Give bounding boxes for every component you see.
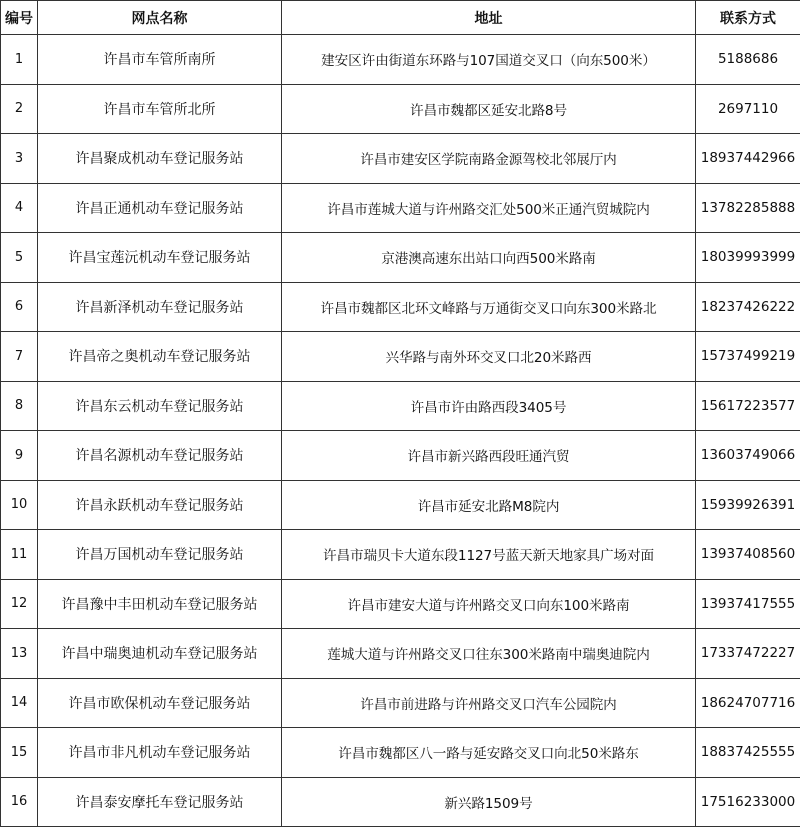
table-row — [1, 35, 800, 85]
station-contact: 15737499219 — [696, 332, 800, 382]
station-address: 许昌市瑞贝卡大道东段1127号蓝天新天地家具广场对面 — [282, 530, 696, 580]
station-contact: 13603749066 — [696, 431, 800, 481]
header-address: 地址 — [282, 1, 696, 35]
station-contact: 5188686 — [696, 35, 800, 85]
station-name: 许昌泰安摩托车登记服务站 — [38, 777, 282, 827]
header-name: 网点名称 — [38, 1, 282, 35]
table-row — [1, 183, 800, 233]
row-number: 3 — [1, 134, 38, 184]
station-name: 许昌帝之奥机动车登记服务站 — [38, 332, 282, 382]
station-contact: 18039993999 — [696, 233, 800, 283]
station-name: 许昌市非凡机动车登记服务站 — [38, 728, 282, 778]
station-name: 许昌豫中丰田机动车登记服务站 — [38, 579, 282, 629]
station-name: 许昌宝莲沅机动车登记服务站 — [38, 233, 282, 283]
station-address: 兴华路与南外环交叉口北20米路西 — [282, 332, 696, 382]
station-address: 许昌市延安北路M8院内 — [282, 480, 696, 530]
row-number: 11 — [1, 530, 38, 580]
row-number: 13 — [1, 629, 38, 679]
station-contact: 15617223577 — [696, 381, 800, 431]
row-number: 14 — [1, 678, 38, 728]
row-number: 7 — [1, 332, 38, 382]
table-row — [1, 777, 800, 827]
table-row — [1, 84, 800, 134]
station-contact: 15939926391 — [696, 480, 800, 530]
station-name: 许昌万国机动车登记服务站 — [38, 530, 282, 580]
table-body — [1, 35, 800, 827]
row-number: 6 — [1, 282, 38, 332]
table-row — [1, 579, 800, 629]
station-address: 许昌市魏都区延安北路8号 — [282, 84, 696, 134]
table-header — [1, 1, 800, 35]
station-contact: 13937408560 — [696, 530, 800, 580]
table-row — [1, 381, 800, 431]
table-row — [1, 233, 800, 283]
station-address: 许昌市建安区学院南路金源驾校北邻展厅内 — [282, 134, 696, 184]
row-number: 4 — [1, 183, 38, 233]
row-number: 12 — [1, 579, 38, 629]
table-row — [1, 332, 800, 382]
row-number: 2 — [1, 84, 38, 134]
station-name: 许昌东云机动车登记服务站 — [38, 381, 282, 431]
station-contact: 18624707716 — [696, 678, 800, 728]
station-name: 许昌正通机动车登记服务站 — [38, 183, 282, 233]
station-contact: 13782285888 — [696, 183, 800, 233]
station-contact: 13937417555 — [696, 579, 800, 629]
station-name: 许昌市车管所南所 — [38, 35, 282, 85]
station-name: 许昌市欧保机动车登记服务站 — [38, 678, 282, 728]
station-address: 许昌市建安大道与许州路交叉口向东100米路南 — [282, 579, 696, 629]
station-address: 京港澳高速东出站口向西500米路南 — [282, 233, 696, 283]
station-address: 许昌市许由路西段3405号 — [282, 381, 696, 431]
station-address: 许昌市新兴路西段旺通汽贸 — [282, 431, 696, 481]
station-contact: 17516233000 — [696, 777, 800, 827]
station-name: 许昌新泽机动车登记服务站 — [38, 282, 282, 332]
station-name: 许昌市车管所北所 — [38, 84, 282, 134]
station-address: 莲城大道与许州路交叉口往东300米路南中瑞奥迪院内 — [282, 629, 696, 679]
table-row — [1, 431, 800, 481]
header-contact: 联系方式 — [696, 1, 800, 35]
header-row — [1, 1, 800, 35]
station-address: 建安区许由街道东环路与107国道交叉口（向东500米） — [282, 35, 696, 85]
row-number: 8 — [1, 381, 38, 431]
row-number: 16 — [1, 777, 38, 827]
station-contact: 18837425555 — [696, 728, 800, 778]
station-address: 许昌市莲城大道与许州路交汇处500米正通汽贸城院内 — [282, 183, 696, 233]
station-address: 新兴路1509号 — [282, 777, 696, 827]
table-row — [1, 678, 800, 728]
station-contact: 18937442966 — [696, 134, 800, 184]
table-row — [1, 282, 800, 332]
station-address: 许昌市魏都区八一路与延安路交叉口向北50米路东 — [282, 728, 696, 778]
row-number: 1 — [1, 35, 38, 85]
station-name: 许昌永跃机动车登记服务站 — [38, 480, 282, 530]
station-name: 许昌中瑞奥迪机动车登记服务站 — [38, 629, 282, 679]
station-address: 许昌市魏都区北环文峰路与万通街交叉口向东300米路北 — [282, 282, 696, 332]
row-number: 10 — [1, 480, 38, 530]
row-number: 9 — [1, 431, 38, 481]
header-num: 编号 — [1, 1, 38, 35]
row-number: 5 — [1, 233, 38, 283]
station-contact: 2697110 — [696, 84, 800, 134]
station-contact: 18237426222 — [696, 282, 800, 332]
station-address: 许昌市前进路与许州路交叉口汽车公园院内 — [282, 678, 696, 728]
table-row — [1, 530, 800, 580]
table-row — [1, 134, 800, 184]
table-row — [1, 728, 800, 778]
row-number: 15 — [1, 728, 38, 778]
station-name: 许昌聚成机动车登记服务站 — [38, 134, 282, 184]
table-row — [1, 629, 800, 679]
station-contact: 17337472227 — [696, 629, 800, 679]
table-row — [1, 480, 800, 530]
station-name: 许昌名源机动车登记服务站 — [38, 431, 282, 481]
